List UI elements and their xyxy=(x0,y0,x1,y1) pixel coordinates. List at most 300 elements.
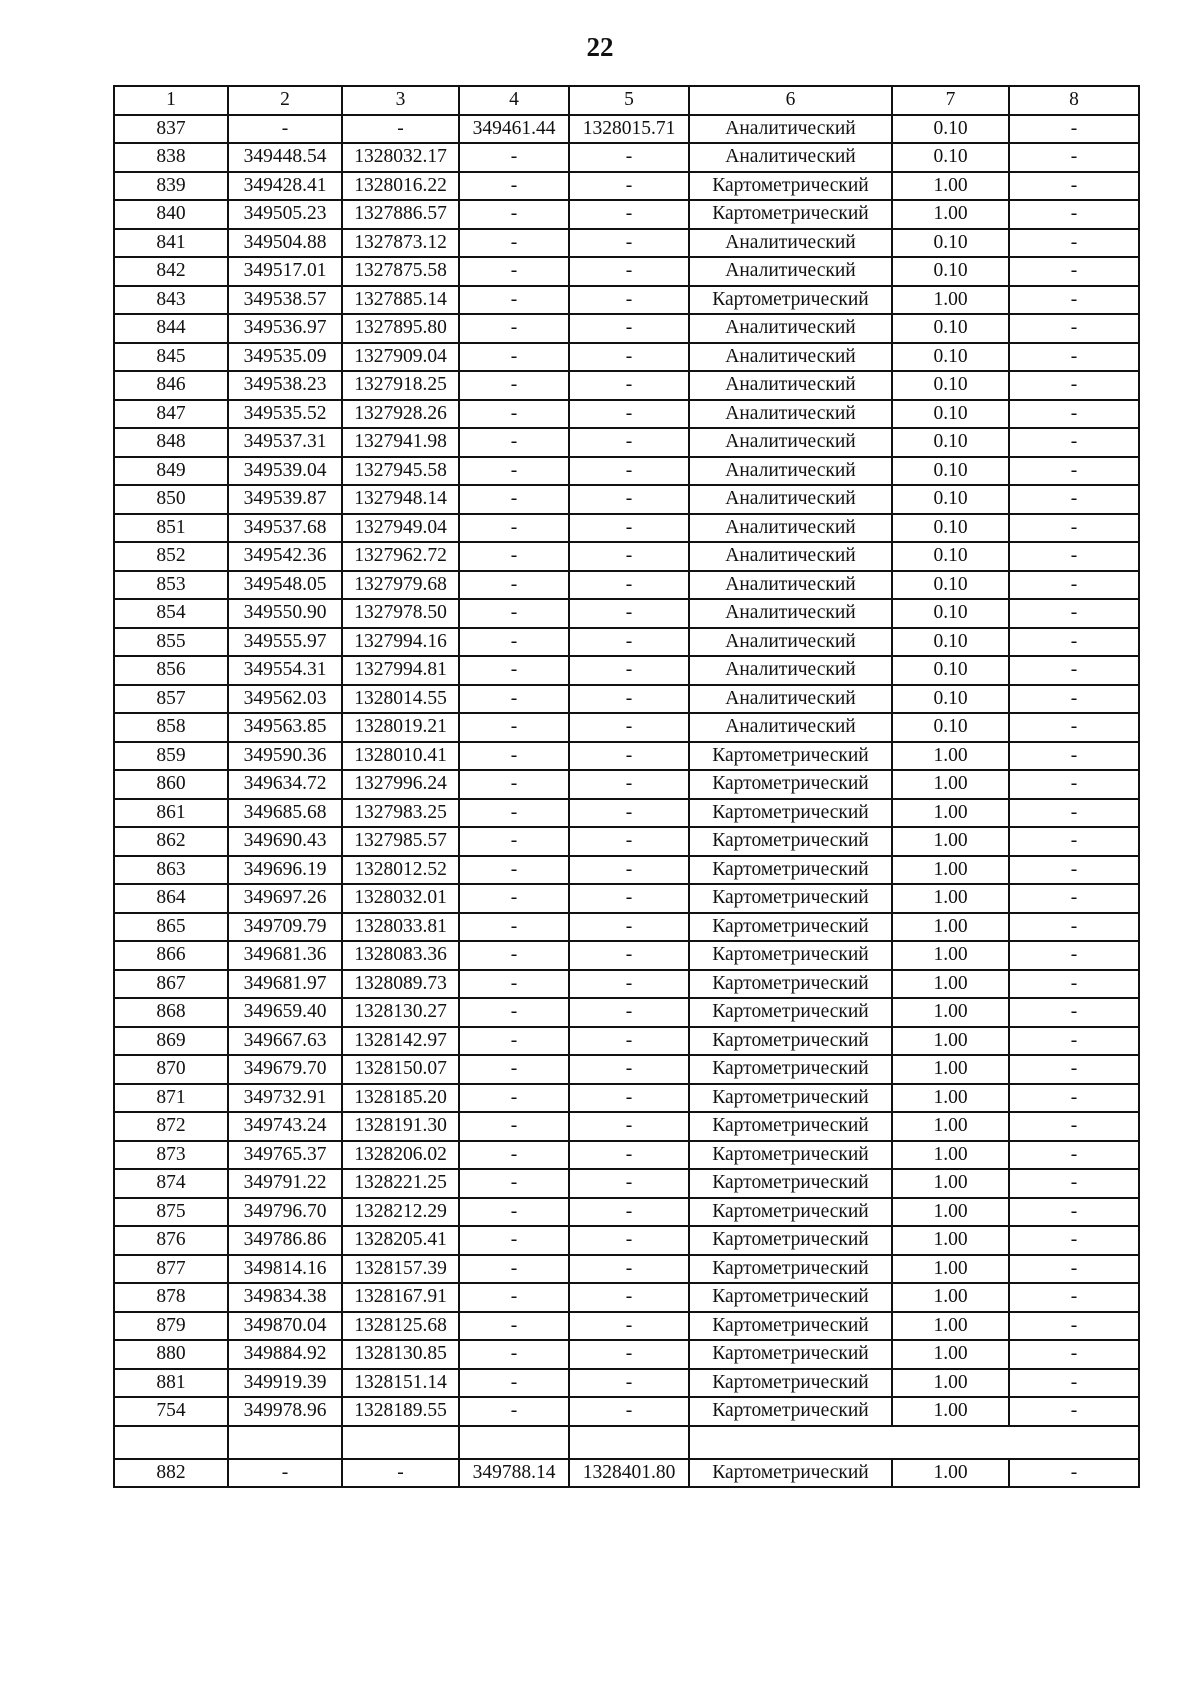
table-cell-x-new-coordinate: - xyxy=(459,542,569,571)
table-cell-note: - xyxy=(1009,799,1139,828)
table-row xyxy=(114,257,1139,286)
column-header-point-number: 1 xyxy=(114,86,228,115)
table-cell-note: - xyxy=(1009,343,1139,372)
table-cell-point-number: 855 xyxy=(114,628,228,657)
table-cell-note: - xyxy=(1009,685,1139,714)
table-cell-x-coordinate: 349535.52 xyxy=(228,400,342,429)
table-cell-note: - xyxy=(1009,884,1139,913)
table-row xyxy=(114,913,1139,942)
table-cell-x-new-coordinate: - xyxy=(459,770,569,799)
table-cell-y-coordinate: 1328206.02 xyxy=(342,1141,459,1170)
table-cell-point-number: 851 xyxy=(114,514,228,543)
table-row xyxy=(114,115,1139,144)
table-cell-x-new-coordinate: - xyxy=(459,1084,569,1113)
table-cell-x-coordinate: 349685.68 xyxy=(228,799,342,828)
table-cell-y-coordinate: 1327886.57 xyxy=(342,200,459,229)
table-cell-y-coordinate: 1328014.55 xyxy=(342,685,459,714)
table-cell-y-new-coordinate: - xyxy=(569,998,689,1027)
table-cell-point-number: 862 xyxy=(114,827,228,856)
table-cell-accuracy: 0.10 xyxy=(892,628,1009,657)
table-cell-x-coordinate: 349884.92 xyxy=(228,1340,342,1369)
table-cell-y-new-coordinate: - xyxy=(569,742,689,771)
table-cell-x-coordinate: 349696.19 xyxy=(228,856,342,885)
table-cell-y-coordinate: 1328012.52 xyxy=(342,856,459,885)
table-cell-point-number: 878 xyxy=(114,1283,228,1312)
table-row xyxy=(114,1169,1139,1198)
table-cell-y-new-coordinate: - xyxy=(569,1141,689,1170)
table-row xyxy=(114,571,1139,600)
table-cell-x-coordinate: 349517.01 xyxy=(228,257,342,286)
table-cell-y-new-coordinate: - xyxy=(569,200,689,229)
table-cell-note: - xyxy=(1009,286,1139,315)
table-cell-x-new-coordinate: - xyxy=(459,628,569,657)
table-cell-y-coordinate: 1328221.25 xyxy=(342,1169,459,1198)
table-cell-accuracy: 1.00 xyxy=(892,1459,1009,1488)
table-cell-y-new-coordinate: - xyxy=(569,1312,689,1341)
table-cell-x-new-coordinate: - xyxy=(459,257,569,286)
table-cell-y-new-coordinate: - xyxy=(569,1055,689,1084)
table-cell-y-coordinate: 1327941.98 xyxy=(342,428,459,457)
column-header-x-new-coordinate: 4 xyxy=(459,86,569,115)
table-cell-accuracy: 1.00 xyxy=(892,1169,1009,1198)
table-cell-point-number: 861 xyxy=(114,799,228,828)
table-cell-y-coordinate: 1327979.68 xyxy=(342,571,459,600)
table-cell-method: Аналитический xyxy=(689,514,892,543)
table-cell-accuracy: 0.10 xyxy=(892,571,1009,600)
table-row xyxy=(114,856,1139,885)
table-cell-accuracy: 0.10 xyxy=(892,229,1009,258)
table-cell-x-coordinate: 349709.79 xyxy=(228,913,342,942)
table-cell-note: - xyxy=(1009,770,1139,799)
table-cell-y-coordinate: 1328016.22 xyxy=(342,172,459,201)
table-cell-y-new-coordinate: - xyxy=(569,941,689,970)
table-cell-y-new-coordinate: - xyxy=(569,314,689,343)
table-cell-method: Аналитический xyxy=(689,115,892,144)
table-cell-x-new-coordinate: - xyxy=(459,457,569,486)
table-cell-x-coordinate: 349667.63 xyxy=(228,1027,342,1056)
table-cell-y-coordinate: 1328125.68 xyxy=(342,1312,459,1341)
table-row xyxy=(114,400,1139,429)
table-cell-x-new-coordinate: - xyxy=(459,656,569,685)
table-cell-note: - xyxy=(1009,428,1139,457)
table-cell-x-coordinate: 349539.04 xyxy=(228,457,342,486)
table-cell-note: - xyxy=(1009,1084,1139,1113)
table-cell-x-new-coordinate: - xyxy=(459,913,569,942)
table-cell-method: Аналитический xyxy=(689,143,892,172)
table-cell-y-coordinate: - xyxy=(342,1459,459,1488)
table-cell-accuracy: 0.10 xyxy=(892,314,1009,343)
table-cell-accuracy: 1.00 xyxy=(892,1141,1009,1170)
table-cell-y-new-coordinate: - xyxy=(569,485,689,514)
table-cell-note: - xyxy=(1009,1369,1139,1398)
table-cell-y-coordinate: 1328189.55 xyxy=(342,1397,459,1426)
table-cell-y-coordinate: 1327985.57 xyxy=(342,827,459,856)
table-row xyxy=(114,1369,1139,1398)
table-row xyxy=(114,1397,1139,1426)
table-cell-y-coordinate: 1328157.39 xyxy=(342,1255,459,1284)
table-cell-x-coordinate: 349562.03 xyxy=(228,685,342,714)
table-cell-method: Картометрический xyxy=(689,998,892,1027)
table-cell-method: Картометрический xyxy=(689,286,892,315)
table-row xyxy=(114,229,1139,258)
table-row xyxy=(114,485,1139,514)
table-cell-accuracy: 1.00 xyxy=(892,1312,1009,1341)
table-cell-accuracy: 0.10 xyxy=(892,257,1009,286)
table-cell-y-coordinate: 1328212.29 xyxy=(342,1198,459,1227)
table-cell-accuracy: 1.00 xyxy=(892,799,1009,828)
table-cell-point-number: 854 xyxy=(114,599,228,628)
table-cell-y-new-coordinate: - xyxy=(569,685,689,714)
table-cell-method: Картометрический xyxy=(689,1141,892,1170)
table-cell-accuracy: 1.00 xyxy=(892,1198,1009,1227)
table-cell-point-number: 853 xyxy=(114,571,228,600)
table-row xyxy=(114,685,1139,714)
table-cell-x-coordinate: 349634.72 xyxy=(228,770,342,799)
table-cell-point-number: 873 xyxy=(114,1141,228,1170)
table-cell-point-number: 859 xyxy=(114,742,228,771)
table-cell-accuracy: 0.10 xyxy=(892,485,1009,514)
table-row xyxy=(114,799,1139,828)
table-cell-x-new-coordinate: - xyxy=(459,314,569,343)
table-row xyxy=(114,457,1139,486)
table-cell-accuracy: 0.10 xyxy=(892,542,1009,571)
table-cell-note: - xyxy=(1009,400,1139,429)
table-cell-point-number: 876 xyxy=(114,1226,228,1255)
table-cell-method: Аналитический xyxy=(689,685,892,714)
table-cell-point-number: 842 xyxy=(114,257,228,286)
table-cell-x-coordinate: 349536.97 xyxy=(228,314,342,343)
table-cell-y-new-coordinate: - xyxy=(569,1397,689,1426)
table-row xyxy=(114,343,1139,372)
table-cell-method: Картометрический xyxy=(689,1459,892,1488)
table-cell-x-coordinate: 349814.16 xyxy=(228,1255,342,1284)
table-row xyxy=(114,428,1139,457)
table-cell-x-coordinate: 349505.23 xyxy=(228,200,342,229)
table-cell-y-coordinate: 1327873.12 xyxy=(342,229,459,258)
table-cell-x-coordinate: 349681.36 xyxy=(228,941,342,970)
table-cell-x-coordinate: 349796.70 xyxy=(228,1198,342,1227)
table-row xyxy=(114,628,1139,657)
table-cell-note: - xyxy=(1009,941,1139,970)
table-cell-y-new-coordinate: - xyxy=(569,1169,689,1198)
table-cell-note: - xyxy=(1009,913,1139,942)
table-cell-method: Картометрический xyxy=(689,1283,892,1312)
table-cell-y-new-coordinate: - xyxy=(569,628,689,657)
table-cell-point-number: 882 xyxy=(114,1459,228,1488)
table-cell-y-coordinate: 1327962.72 xyxy=(342,542,459,571)
table-cell-y-coordinate: 1328130.27 xyxy=(342,998,459,1027)
table-cell-method: Картометрический xyxy=(689,172,892,201)
table-cell-x-new-coordinate: - xyxy=(459,599,569,628)
table-cell-point-number: 841 xyxy=(114,229,228,258)
table-cell-x-coordinate: 349743.24 xyxy=(228,1112,342,1141)
table-cell-y-coordinate: 1328205.41 xyxy=(342,1226,459,1255)
table-cell-method: Аналитический xyxy=(689,457,892,486)
table-cell-y-new-coordinate: - xyxy=(569,884,689,913)
column-header-accuracy: 7 xyxy=(892,86,1009,115)
table-cell-y-coordinate: 1328019.21 xyxy=(342,713,459,742)
empty-cell xyxy=(459,1426,569,1459)
table-cell-note: - xyxy=(1009,1459,1139,1488)
table-cell-x-new-coordinate: - xyxy=(459,343,569,372)
table-cell-accuracy: 1.00 xyxy=(892,1283,1009,1312)
table-cell-x-new-coordinate: - xyxy=(459,1027,569,1056)
table-cell-y-new-coordinate: - xyxy=(569,770,689,799)
table-row xyxy=(114,1283,1139,1312)
table-cell-x-coordinate: 349590.36 xyxy=(228,742,342,771)
table-cell-method: Картометрический xyxy=(689,970,892,999)
table-row xyxy=(114,286,1139,315)
table-cell-x-coordinate: 349538.57 xyxy=(228,286,342,315)
table-row xyxy=(114,200,1139,229)
table-row xyxy=(114,713,1139,742)
table-cell-y-new-coordinate: - xyxy=(569,1255,689,1284)
table-cell-x-coordinate: 349791.22 xyxy=(228,1169,342,1198)
table-cell-y-new-coordinate: - xyxy=(569,571,689,600)
table-cell-accuracy: 0.10 xyxy=(892,400,1009,429)
table-cell-x-new-coordinate: 349461.44 xyxy=(459,115,569,144)
table-cell-x-new-coordinate: - xyxy=(459,1312,569,1341)
table-cell-method: Аналитический xyxy=(689,485,892,514)
table-cell-y-new-coordinate: - xyxy=(569,229,689,258)
table-cell-y-new-coordinate: - xyxy=(569,1369,689,1398)
table-row xyxy=(114,1084,1139,1113)
table-cell-y-new-coordinate: - xyxy=(569,656,689,685)
table-cell-method: Картометрический xyxy=(689,1112,892,1141)
table-cell-x-coordinate: 349537.68 xyxy=(228,514,342,543)
table-cell-x-new-coordinate: - xyxy=(459,856,569,885)
table-cell-y-coordinate: 1328083.36 xyxy=(342,941,459,970)
table-cell-y-new-coordinate: - xyxy=(569,400,689,429)
table-row xyxy=(114,1226,1139,1255)
table-cell-x-new-coordinate: - xyxy=(459,1369,569,1398)
table-cell-y-new-coordinate: - xyxy=(569,172,689,201)
table-cell-x-new-coordinate: - xyxy=(459,286,569,315)
table-cell-y-coordinate: 1328151.14 xyxy=(342,1369,459,1398)
table-cell-x-new-coordinate: - xyxy=(459,400,569,429)
table-cell-accuracy: 1.00 xyxy=(892,1112,1009,1141)
table-cell-method: Аналитический xyxy=(689,343,892,372)
coordinates-table xyxy=(113,85,1140,1488)
table-cell-y-new-coordinate: - xyxy=(569,257,689,286)
table-cell-method: Картометрический xyxy=(689,1369,892,1398)
table-cell-y-coordinate: 1328191.30 xyxy=(342,1112,459,1141)
table-cell-y-new-coordinate: - xyxy=(569,1198,689,1227)
table-cell-point-number: 870 xyxy=(114,1055,228,1084)
table-cell-method: Аналитический xyxy=(689,713,892,742)
table-cell-x-new-coordinate: - xyxy=(459,428,569,457)
table-cell-note: - xyxy=(1009,1312,1139,1341)
table-cell-note: - xyxy=(1009,1283,1139,1312)
column-header-note: 8 xyxy=(1009,86,1139,115)
table-cell-note: - xyxy=(1009,1112,1139,1141)
table-cell-note: - xyxy=(1009,485,1139,514)
empty-cell xyxy=(114,1426,228,1459)
table-cell-note: - xyxy=(1009,571,1139,600)
table-cell-note: - xyxy=(1009,200,1139,229)
table-cell-y-coordinate: 1327928.26 xyxy=(342,400,459,429)
table-cell-x-coordinate: 349539.87 xyxy=(228,485,342,514)
table-cell-note: - xyxy=(1009,514,1139,543)
table-cell-note: - xyxy=(1009,371,1139,400)
table-cell-point-number: 850 xyxy=(114,485,228,514)
table-cell-point-number: 866 xyxy=(114,941,228,970)
table-cell-x-coordinate: 349538.23 xyxy=(228,371,342,400)
table-cell-y-new-coordinate: - xyxy=(569,970,689,999)
table-cell-accuracy: 1.00 xyxy=(892,1084,1009,1113)
table-cell-x-new-coordinate: - xyxy=(459,1141,569,1170)
table-cell-method: Картометрический xyxy=(689,1169,892,1198)
table-cell-accuracy: 0.10 xyxy=(892,599,1009,628)
table-header-row xyxy=(114,86,1139,115)
table-row xyxy=(114,941,1139,970)
table-cell-y-coordinate: 1327994.81 xyxy=(342,656,459,685)
table-cell-method: Картометрический xyxy=(689,1340,892,1369)
table-cell-method: Картометрический xyxy=(689,913,892,942)
table-cell-x-coordinate: 349550.90 xyxy=(228,599,342,628)
table-cell-accuracy: 1.00 xyxy=(892,1255,1009,1284)
table-row xyxy=(114,998,1139,1027)
table-cell-method: Аналитический xyxy=(689,314,892,343)
table-cell-method: Картометрический xyxy=(689,1084,892,1113)
table-row xyxy=(114,1198,1139,1227)
table-row xyxy=(114,884,1139,913)
table-cell-method: Картометрический xyxy=(689,827,892,856)
table-cell-accuracy: 1.00 xyxy=(892,1340,1009,1369)
table-row xyxy=(114,172,1139,201)
table-cell-y-new-coordinate: 1328015.71 xyxy=(569,115,689,144)
table-cell-point-number: 875 xyxy=(114,1198,228,1227)
table-cell-method: Аналитический xyxy=(689,257,892,286)
table-cell-point-number: 869 xyxy=(114,1027,228,1056)
table-row xyxy=(114,1027,1139,1056)
table-cell-x-coordinate: - xyxy=(228,115,342,144)
table-cell-y-coordinate: 1328089.73 xyxy=(342,970,459,999)
table-cell-method: Аналитический xyxy=(689,371,892,400)
table-cell-y-coordinate: 1327994.16 xyxy=(342,628,459,657)
table-row xyxy=(114,1141,1139,1170)
table-cell-point-number: 881 xyxy=(114,1369,228,1398)
table-row xyxy=(114,143,1139,172)
table-cell-x-coordinate: 349428.41 xyxy=(228,172,342,201)
table-cell-y-new-coordinate: - xyxy=(569,371,689,400)
table-cell-accuracy: 0.10 xyxy=(892,656,1009,685)
table-cell-point-number: 849 xyxy=(114,457,228,486)
table-cell-method: Аналитический xyxy=(689,599,892,628)
table-cell-x-new-coordinate: - xyxy=(459,1283,569,1312)
table-cell-x-coordinate: 349978.96 xyxy=(228,1397,342,1426)
table-row xyxy=(114,827,1139,856)
table-cell-y-coordinate: 1327949.04 xyxy=(342,514,459,543)
table-cell-y-new-coordinate: - xyxy=(569,827,689,856)
table-cell-accuracy: 1.00 xyxy=(892,172,1009,201)
column-header-x-coordinate: 2 xyxy=(228,86,342,115)
table-cell-x-coordinate: 349554.31 xyxy=(228,656,342,685)
table-cell-accuracy: 1.00 xyxy=(892,286,1009,315)
table-cell-x-new-coordinate: - xyxy=(459,941,569,970)
table-cell-x-new-coordinate: - xyxy=(459,1255,569,1284)
table-cell-accuracy: 0.10 xyxy=(892,428,1009,457)
table-cell-note: - xyxy=(1009,599,1139,628)
table-cell-note: - xyxy=(1009,172,1139,201)
table-cell-x-new-coordinate: - xyxy=(459,1340,569,1369)
table-cell-method: Аналитический xyxy=(689,229,892,258)
table-cell-method: Аналитический xyxy=(689,542,892,571)
table-cell-x-coordinate: 349555.97 xyxy=(228,628,342,657)
table-cell-y-new-coordinate: - xyxy=(569,599,689,628)
table-cell-note: - xyxy=(1009,970,1139,999)
table-cell-accuracy: 1.00 xyxy=(892,1397,1009,1426)
table-cell-x-coordinate: 349919.39 xyxy=(228,1369,342,1398)
table-cell-note: - xyxy=(1009,713,1139,742)
table-cell-x-new-coordinate: - xyxy=(459,1112,569,1141)
table-cell-point-number: 865 xyxy=(114,913,228,942)
table-cell-y-coordinate: 1328130.85 xyxy=(342,1340,459,1369)
table-cell-method: Картометрический xyxy=(689,1397,892,1426)
table-cell-y-coordinate: 1328033.81 xyxy=(342,913,459,942)
empty-cell xyxy=(342,1426,459,1459)
table-cell-x-coordinate: 349659.40 xyxy=(228,998,342,1027)
table-cell-method: Аналитический xyxy=(689,656,892,685)
table-cell-point-number: 877 xyxy=(114,1255,228,1284)
table-cell-x-new-coordinate: - xyxy=(459,1226,569,1255)
table-cell-point-number: 860 xyxy=(114,770,228,799)
table-cell-x-new-coordinate: - xyxy=(459,1198,569,1227)
table-cell-point-number: 838 xyxy=(114,143,228,172)
table-cell-accuracy: 0.10 xyxy=(892,143,1009,172)
table-cell-y-coordinate: - xyxy=(342,115,459,144)
table-cell-method: Картометрический xyxy=(689,1226,892,1255)
table-cell-x-coordinate: 349542.36 xyxy=(228,542,342,571)
table-cell-accuracy: 1.00 xyxy=(892,827,1009,856)
table-cell-x-new-coordinate: 349788.14 xyxy=(459,1459,569,1488)
table-cell-y-new-coordinate: - xyxy=(569,913,689,942)
table-cell-point-number: 852 xyxy=(114,542,228,571)
table-cell-note: - xyxy=(1009,1226,1139,1255)
table-cell-point-number: 843 xyxy=(114,286,228,315)
table-cell-method: Аналитический xyxy=(689,628,892,657)
table-cell-method: Картометрический xyxy=(689,799,892,828)
table-cell-x-coordinate: 349681.97 xyxy=(228,970,342,999)
table-cell-point-number: 754 xyxy=(114,1397,228,1426)
table-cell-method: Аналитический xyxy=(689,400,892,429)
table-cell-x-coordinate: 349690.43 xyxy=(228,827,342,856)
table-cell-y-coordinate: 1327885.14 xyxy=(342,286,459,315)
table-cell-point-number: 857 xyxy=(114,685,228,714)
table-cell-y-coordinate: 1327875.58 xyxy=(342,257,459,286)
table-cell-y-new-coordinate: - xyxy=(569,799,689,828)
table-row xyxy=(114,599,1139,628)
table-cell-note: - xyxy=(1009,827,1139,856)
table-cell-method: Картометрический xyxy=(689,1255,892,1284)
table-cell-note: - xyxy=(1009,542,1139,571)
table-cell-note: - xyxy=(1009,1055,1139,1084)
table-cell-x-coordinate: 349697.26 xyxy=(228,884,342,913)
table-cell-y-coordinate: 1328150.07 xyxy=(342,1055,459,1084)
table-row xyxy=(114,742,1139,771)
table-row xyxy=(114,514,1139,543)
table-cell-x-coordinate: 349786.86 xyxy=(228,1226,342,1255)
table-cell-note: - xyxy=(1009,1169,1139,1198)
table-cell-y-new-coordinate: - xyxy=(569,856,689,885)
table-cell-point-number: 872 xyxy=(114,1112,228,1141)
table-cell-y-new-coordinate: - xyxy=(569,1084,689,1113)
table-cell-y-new-coordinate: - xyxy=(569,457,689,486)
table-cell-accuracy: 0.10 xyxy=(892,371,1009,400)
table-cell-y-coordinate: 1327983.25 xyxy=(342,799,459,828)
table-cell-note: - xyxy=(1009,1141,1139,1170)
table-cell-y-coordinate: 1328032.01 xyxy=(342,884,459,913)
